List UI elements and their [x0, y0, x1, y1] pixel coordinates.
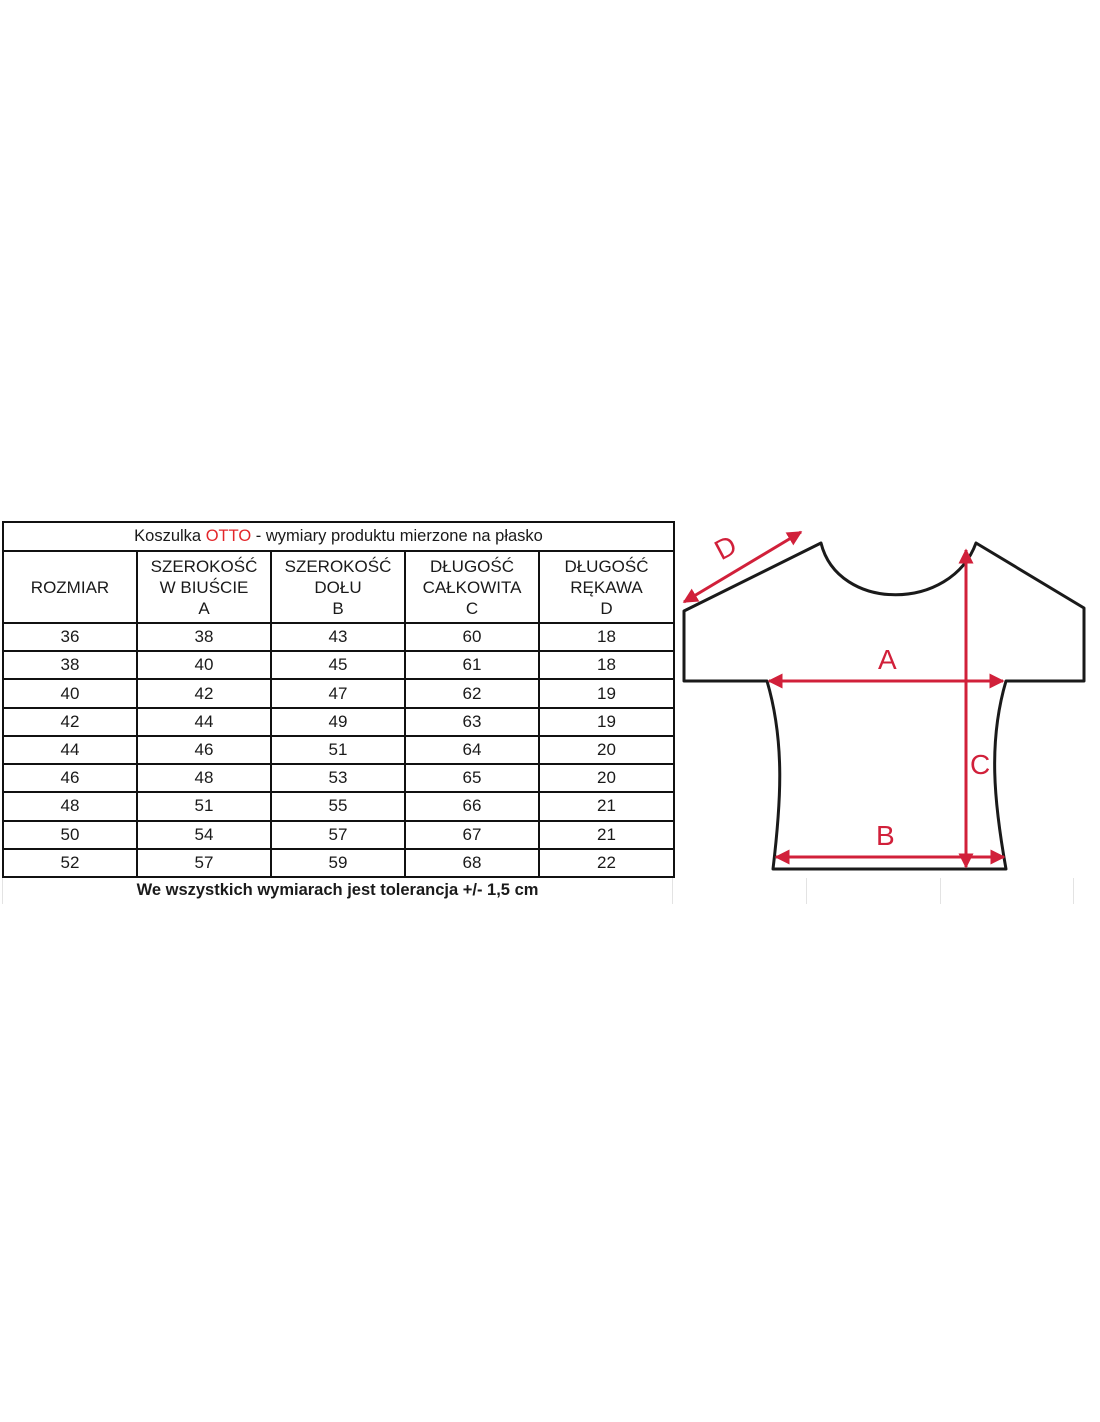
table-cell: 49: [271, 708, 405, 736]
table-title-row: [3, 522, 674, 551]
faint-divider: [2, 878, 3, 904]
table-cell: 66: [405, 792, 539, 820]
column-header-line: ROZMIAR: [30, 577, 110, 597]
table-cell: 59: [271, 849, 405, 877]
table-row: [3, 821, 674, 849]
table-cell: 42: [137, 679, 271, 707]
table-cell: 45: [271, 651, 405, 679]
table-cell: 65: [405, 764, 539, 792]
table-row: [3, 764, 674, 792]
table-cell: 67: [405, 821, 539, 849]
shirt-diagram: [676, 512, 1096, 882]
table-cell: 38: [137, 623, 271, 651]
column-header-line: RĘKAWA: [570, 577, 643, 597]
table-cell: 55: [271, 792, 405, 820]
column-header-line: DOŁU: [314, 577, 362, 597]
table-cell: 40: [3, 679, 137, 707]
column-header: [539, 551, 674, 623]
table-cell: 48: [3, 792, 137, 820]
table-cell: 19: [539, 679, 674, 707]
tolerance-note: We wszystkich wymiarach jest tolerancja +/- 1,5 cm: [136, 881, 539, 899]
table-cell: 42: [3, 708, 137, 736]
table-cell: 54: [137, 821, 271, 849]
table-cell: 44: [137, 708, 271, 736]
table-cell: 36: [3, 623, 137, 651]
table-row: [3, 849, 674, 877]
label-c: C: [970, 749, 991, 780]
title-suffix: - wymiary produktu mierzone na płasko: [251, 527, 543, 545]
table-row: [3, 792, 674, 820]
table-cell: 19: [539, 708, 674, 736]
table-cell: 61: [405, 651, 539, 679]
table-body: [3, 623, 674, 877]
table-cell: 20: [539, 736, 674, 764]
table-cell: 20: [539, 764, 674, 792]
table-cell: 57: [271, 821, 405, 849]
table-cell: 62: [405, 679, 539, 707]
column-header: [271, 551, 405, 623]
table-cell: 63: [405, 708, 539, 736]
table-cell: 18: [539, 651, 674, 679]
column-header-line: SZEROKOŚĆ: [150, 556, 258, 576]
label-b: B: [876, 820, 895, 851]
table-cell: 68: [405, 849, 539, 877]
size-chart-table: [2, 521, 675, 878]
column-header-line: DŁUGOŚĆ: [429, 556, 515, 576]
column-header-line: CAŁKOWITA: [422, 577, 522, 597]
table-cell: 21: [539, 821, 674, 849]
label-a: A: [878, 644, 897, 675]
title-prefix: Koszulka: [134, 527, 206, 545]
table-cell: 43: [271, 623, 405, 651]
column-header-line: SZEROKOŚĆ: [284, 556, 392, 576]
table-title: [3, 522, 674, 551]
label-d: D: [709, 529, 742, 566]
faint-divider: [672, 878, 673, 904]
column-header-line: W BIUŚCIE: [159, 577, 249, 597]
column-header-line: B: [332, 598, 344, 618]
title-brand: OTTO: [205, 527, 252, 545]
table-cell: 64: [405, 736, 539, 764]
table-cell: 46: [137, 736, 271, 764]
table-cell: 48: [137, 764, 271, 792]
column-header-line: D: [600, 598, 613, 618]
table-cell: 44: [3, 736, 137, 764]
table-row: [3, 736, 674, 764]
table-row: [3, 623, 674, 651]
table-cell: 46: [3, 764, 137, 792]
table-cell: 38: [3, 651, 137, 679]
table-cell: 47: [271, 679, 405, 707]
column-header: [137, 551, 271, 623]
column-header: [405, 551, 539, 623]
table-row: [3, 651, 674, 679]
table-cell: 57: [137, 849, 271, 877]
table-cell: 51: [137, 792, 271, 820]
table-cell: 18: [539, 623, 674, 651]
column-header-line: C: [465, 598, 479, 618]
table-cell: 51: [271, 736, 405, 764]
column-header: [3, 551, 137, 623]
column-header-line: A: [198, 598, 210, 618]
table-cell: 53: [271, 764, 405, 792]
table-cell: 50: [3, 821, 137, 849]
table-cell: 21: [539, 792, 674, 820]
table-header-row: [3, 551, 674, 623]
table-cell: 22: [539, 849, 674, 877]
table-row: [3, 708, 674, 736]
table-cell: 52: [3, 849, 137, 877]
table-cell: 40: [137, 651, 271, 679]
table-row: [3, 679, 674, 707]
table-cell: 60: [405, 623, 539, 651]
column-header-line: DŁUGOŚĆ: [564, 556, 649, 576]
